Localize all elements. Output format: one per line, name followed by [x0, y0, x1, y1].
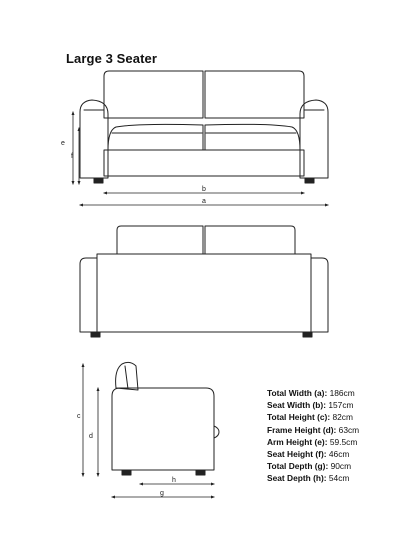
back-cushion-top-right	[205, 226, 295, 254]
back-arm-left	[80, 258, 97, 332]
side-arm-bump	[214, 426, 219, 438]
front-view	[80, 71, 328, 183]
back-cushion-top-left	[117, 226, 203, 254]
label-e: e	[61, 140, 65, 147]
spec-total-width: Total Width (a): 186cm	[267, 388, 355, 398]
label-g: g	[160, 490, 164, 497]
front-back-cushion-left	[104, 71, 203, 118]
spec-total-height: Total Height (c): 82cm	[267, 412, 353, 423]
spec-total-depth: Total Depth (g): 90cm	[267, 461, 352, 472]
side-foot-left	[122, 470, 131, 475]
spec-list	[267, 387, 359, 485]
label-a: a	[202, 198, 206, 205]
spec-frame-height: Frame Height (d): 63cm	[267, 424, 360, 435]
label-f: f	[71, 153, 73, 160]
side-dimensions	[82, 363, 216, 499]
side-cushion-seam	[125, 366, 128, 389]
spec-seat-depth: Seat Depth (h): 54cm	[267, 473, 350, 484]
back-view	[80, 226, 328, 337]
side-view	[112, 362, 219, 475]
front-foot-right	[305, 178, 314, 183]
front-body-base	[104, 150, 304, 176]
label-c: c	[77, 413, 81, 420]
side-foot-right	[196, 470, 205, 475]
label-b: b	[202, 186, 206, 193]
label-d: d	[89, 433, 93, 440]
front-back-cushion-right	[205, 71, 304, 118]
spec-arm-height: Arm Height (e): 59.5cm	[267, 436, 358, 447]
label-h: h	[172, 477, 176, 484]
spec-seat-width: Seat Width (b): 157cm	[267, 400, 354, 411]
front-seat-cushion-left	[108, 124, 203, 150]
back-foot-left	[91, 332, 100, 337]
front-foot-left	[94, 178, 103, 183]
diagram-title: Large 3 Seater	[66, 51, 158, 66]
back-foot-right	[303, 332, 312, 337]
front-seat-cushion-right	[205, 124, 300, 150]
side-frame	[112, 388, 214, 470]
spec-seat-height: Seat Height (f): 46cm	[267, 449, 350, 460]
back-body	[97, 254, 311, 332]
back-arm-right	[311, 258, 328, 332]
